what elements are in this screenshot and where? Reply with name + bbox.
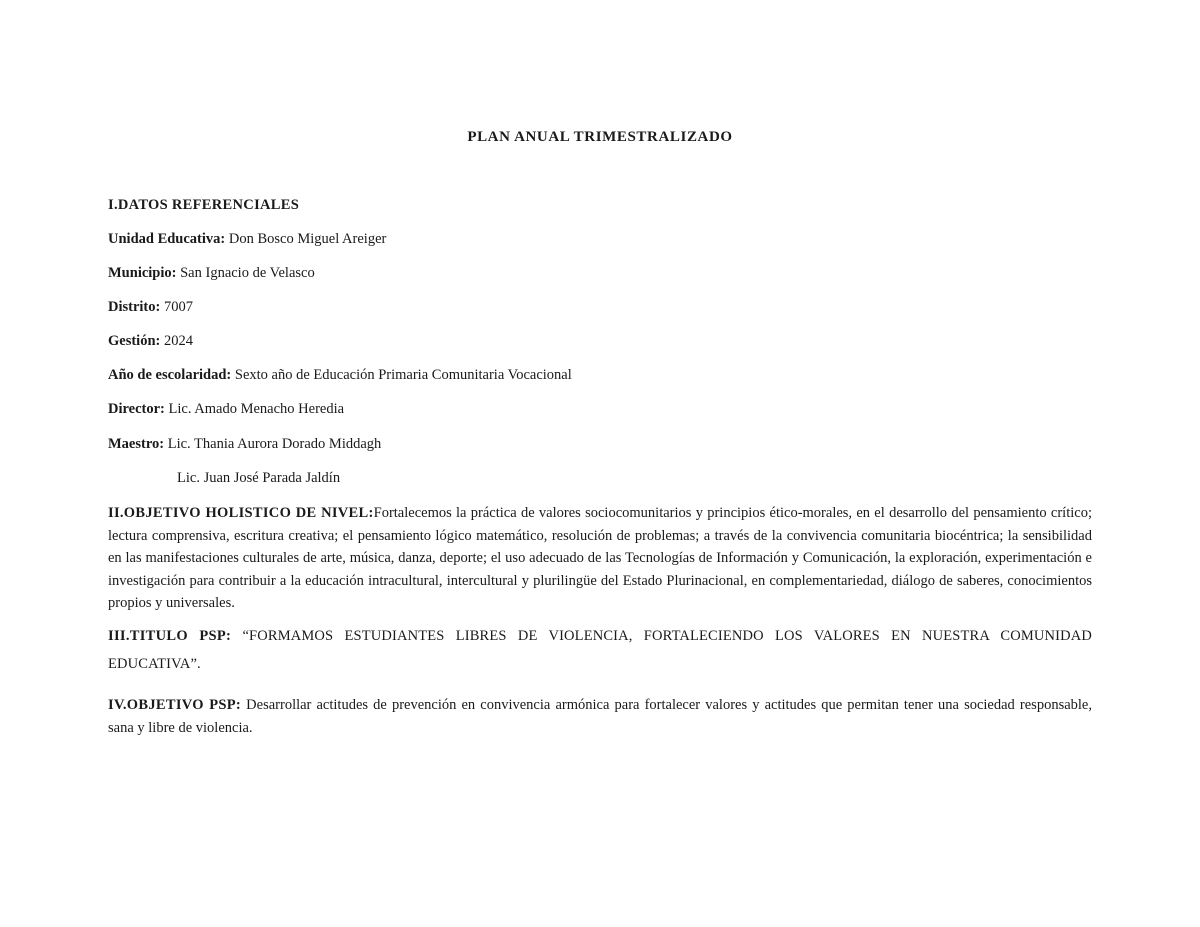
objetivo-psp-text: Desarrollar actitudes de prevención en convivencia armónica para fortalecer valores y actitudes que permitan tener una sociedad responsable, sana y libre de violencia. xyxy=(108,697,1092,736)
document-title: PLAN ANUAL TRIMESTRALIZADO xyxy=(467,129,733,145)
field-label: Director: xyxy=(108,401,165,417)
field-label: Distrito: xyxy=(108,299,161,315)
objetivo-holistico-text: Fortalecemos la práctica de valores sociocomunitarios y principios ético-morales, en el desarrollo del pensamiento crítico; lectura comprensiva, escritura creativa; el pensamiento lógico matemático, resolución de problemas; a través de la convivencia comunitaria biocéntrica; la sensibilidad en las manifestaciones culturales de arte, música, danza, deporte; el uso adecuado de las Tecnologías de Información y Comunicación, la exploración, experimentación e investigación para contribuir a la educación intracultural, intercultural y plurilingüe del Estado Plurinacional, en complementariedad, diálogo de saberes, conocimientos propios y universales. xyxy=(108,505,1092,612)
section-heading-titulo-psp: III.TITULO PSP: xyxy=(108,628,232,644)
field-ano-escolaridad xyxy=(108,367,572,384)
titulo-psp-text: “FORMAMOS ESTUDIANTES LIBRES DE VIOLENCIA, FORTALECIENDO LOS VALORES EN NUESTRA COMUNIDAD EDUCATIVA”. xyxy=(108,628,1092,672)
field-label: Gestión: xyxy=(108,333,161,349)
field-value: 7007 xyxy=(163,299,193,315)
titulo-psp-paragraph xyxy=(108,622,1092,678)
field-maestro xyxy=(108,436,381,453)
field-value: Lic. Thania Aurora Dorado Middagh xyxy=(167,436,382,452)
field-label: Unidad Educativa: xyxy=(108,231,226,247)
field-maestro-second: Lic. Juan José Parada Jaldín xyxy=(177,470,341,486)
field-value: Sexto año de Educación Primaria Comunitaria Vocacional xyxy=(234,367,572,383)
section-heading-datos-referenciales: I.DATOS REFERENCIALES xyxy=(108,197,300,213)
field-director xyxy=(108,401,344,418)
section-heading-objetivo-psp: IV.OBJETIVO PSP: xyxy=(108,697,242,713)
field-value: Don Bosco Miguel Areiger xyxy=(228,231,387,247)
field-municipio xyxy=(108,265,315,282)
field-distrito xyxy=(108,299,193,316)
field-unidad-educativa xyxy=(108,231,386,248)
field-value: Lic. Amado Menacho Heredia xyxy=(168,401,345,417)
field-label: Municipio: xyxy=(108,265,177,281)
section-heading-objetivo-holistico: II.OBJETIVO HOLISTICO DE NIVEL: xyxy=(108,505,374,521)
objetivo-holistico-paragraph xyxy=(108,502,1092,615)
objetivo-psp-paragraph xyxy=(108,694,1092,739)
field-label: Maestro: xyxy=(108,436,165,452)
field-value: 2024 xyxy=(163,333,193,349)
field-label: Año de escolaridad: xyxy=(108,367,232,383)
field-value: San Ignacio de Velasco xyxy=(180,265,315,281)
field-gestion xyxy=(108,333,193,350)
